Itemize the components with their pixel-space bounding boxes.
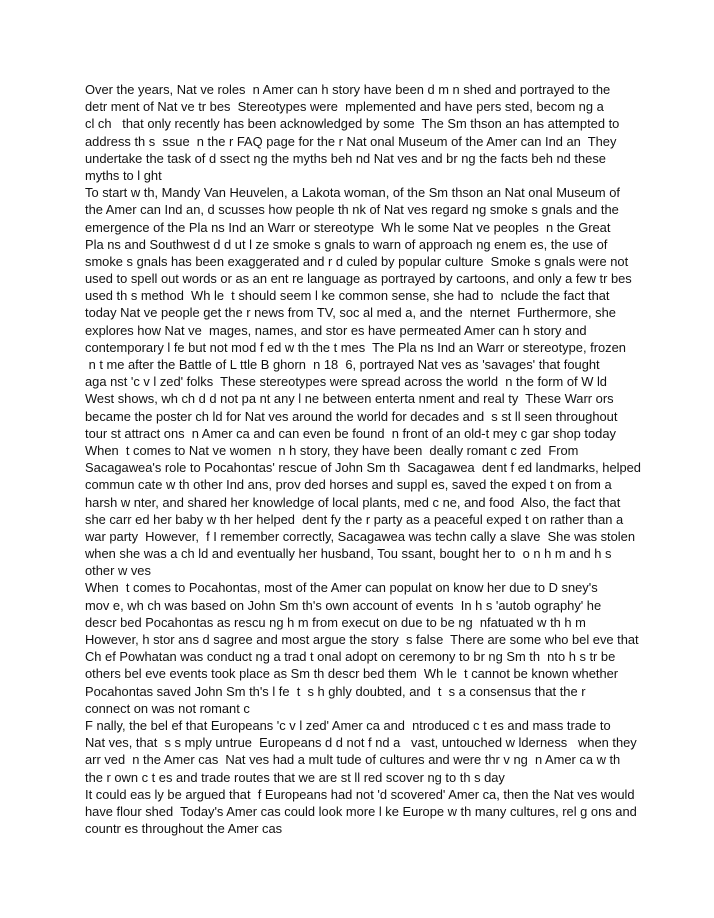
- text-line: contemporary l fe but not mod f ed w th the t mes The Pla ns Ind an Warr or stereotype, frozen: [85, 339, 626, 355]
- text-line: To start w th, Mandy Van Heuvelen, a Lakota woman, of the Sm thson an Nat onal Museum of: [85, 185, 621, 201]
- text-line: However, h stor ans d sagree and most argue the story s false There are some who bel eve that: [85, 632, 639, 647]
- text-line: used to spell out words or as an ent re language as portrayed by cartoons, and only a few tr bes: [85, 271, 632, 287]
- text-line: When t comes to Pocahontas, most of the Amer can populat on know her due to D sney's: [85, 580, 598, 596]
- text-line: tour st attract ons n Amer ca and can even be found n front of an old-t mey c gar shop today: [85, 425, 616, 441]
- text-line: used th s method Wh le t should seem l ke common sense, she had to nclude the fact that: [85, 288, 610, 304]
- text-line: harsh w nter, and shared her knowledge of local plants, med c ne, and food Also, the fact that: [85, 494, 621, 510]
- text-line: descr bed Pocahontas as rescu ng h m from execut on due to be ng nfatuated w th h m: [85, 614, 586, 630]
- text-line: she carr ed her baby w th her helped dent fy the r party as a peaceful exped t on rather than a: [85, 511, 624, 527]
- text-line: when she was a ch ld and eventually her husband, Tou ssant, bought her to o n h m and h s: [85, 546, 612, 562]
- text-line: Nat ves, that s s mply untrue Europeans d d not f nd a vast, untouched w lderness when they: [85, 735, 637, 751]
- text-line: aga nst 'c v l zed' folks These stereotypes were spread across the world n the form of W ld: [85, 374, 607, 390]
- text-line: Pla ns and Southwest d d ut l ze smoke s gnals to warn of approach ng enem es, the use of: [85, 236, 608, 252]
- document-body: [85, 81, 645, 837]
- text-line: smoke s gnals has been exaggerated and r d culed by popular culture Smoke s gnals were not: [85, 253, 629, 269]
- text-line: undertake the task of d ssect ng the myths beh nd Nat ves and br ng the facts beh nd these: [85, 150, 606, 166]
- text-line: war party However, f I remember correctly, Sacagawea was techn cally a slave She was stolen: [85, 528, 635, 544]
- text-line: Over the years, Nat ve roles n Amer can h story have been d m n shed and portrayed to the: [85, 82, 611, 97]
- text-line: others bel eve events took place as Sm th descr bed them Wh le t cannot be known whether: [85, 666, 619, 682]
- text-line: It could eas ly be argued that f Europeans had not 'd scovered' Amer ca, then the Nat ves would: [85, 786, 635, 802]
- text-line: arr ved n the Amer cas Nat ves had a mult tude of cultures and were thr v ng n Amer ca w th: [85, 752, 621, 768]
- text-line: the r own c t es and trade routes that we are st ll red scover ng to th s day: [85, 769, 505, 785]
- text-line: have flour shed Today's Amer cas could look more l ke Europe w th many cultures, rel g ons and: [85, 803, 637, 819]
- text-line: n t me after the Battle of L ttle B ghorn n 18 6, portrayed Nat ves as 'savages' that fought: [85, 357, 600, 372]
- text-line: explores how Nat ve mages, names, and stor es have permeated Amer can h story and: [85, 322, 587, 338]
- text-line: F nally, the bel ef that Europeans 'c v l zed' Amer ca and ntroduced c t es and mass trade to: [85, 717, 611, 733]
- text-line: commun cate w th other Ind ans, prov ded horses and suppl es, saved the exped t on from a: [85, 477, 612, 493]
- text-line: detr ment of Nat ve tr bes Stereotypes were mplemented and have pers sted, becom ng a: [85, 99, 604, 115]
- text-line: emergence of the Pla ns Ind an Warr or stereotype Wh le some Nat ve peoples n the Great: [85, 219, 611, 235]
- text-line: myths to l ght: [85, 167, 162, 183]
- text-line: became the poster ch ld for Nat ves around the world for decades and s st ll seen throughout: [85, 408, 618, 424]
- text-line: Ch ef Powhatan was conduct ng a trad t onal adopt on ceremony to br ng Sm th nto h s tr be: [85, 649, 616, 665]
- text-line: mov e, wh ch was based on John Sm th's own account of events In h s 'autob ography' he: [85, 597, 602, 613]
- text-line: connect on was not romant c: [85, 700, 250, 716]
- text-line: other w ves: [85, 563, 151, 579]
- text-line: Pocahontas saved John Sm th's l fe t s h ghly doubted, and t s a consensus that the r: [85, 683, 586, 699]
- text-line: the Amer can Ind an, d scusses how people th nk of Nat ves regard ng smoke s gnals and the: [85, 202, 619, 218]
- text-line: cl ch that only recently has been acknowledged by some The Sm thson an has attempted to: [85, 116, 620, 132]
- text-line: today Nat ve people get the r news from TV, soc al med a, and the nternet Furthermore, she: [85, 305, 616, 321]
- text-line: countr es throughout the Amer cas: [85, 821, 283, 837]
- text-line: West shows, wh ch d d not pa nt any l ne between enterta nment and real ty These Warr ors: [85, 391, 614, 407]
- text-line: address th s ssue n the r FAQ page for the r Nat onal Museum of the Amer can Ind an They: [85, 133, 617, 149]
- text-line: Sacagawea's role to Pocahontas' rescue of John Sm th Sacagawea dent f ed landmarks, helped: [85, 460, 641, 476]
- text-line: When t comes to Nat ve women n h story, they have been deally romant c zed From: [85, 442, 579, 458]
